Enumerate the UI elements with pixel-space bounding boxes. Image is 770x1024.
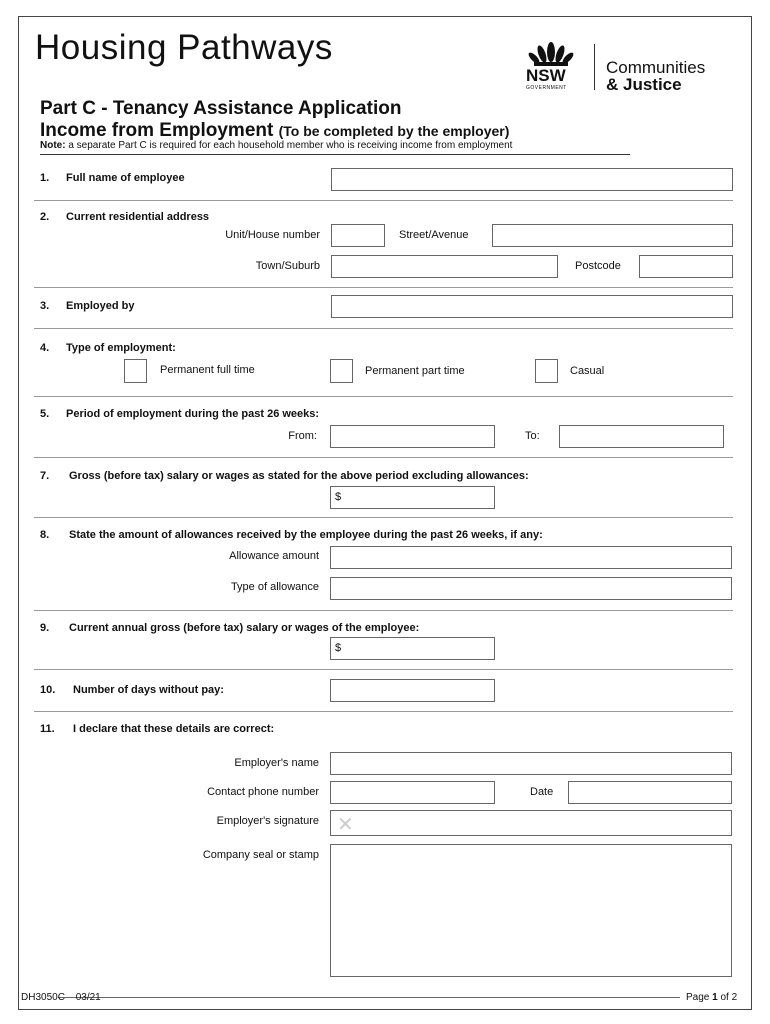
- signature-field[interactable]: [330, 810, 732, 836]
- q1-number: 1.: [40, 172, 50, 184]
- town-input[interactable]: [331, 255, 558, 278]
- employee-name-input[interactable]: [331, 168, 733, 191]
- casual-checkbox[interactable]: [535, 359, 558, 383]
- full-time-checkbox[interactable]: [124, 359, 147, 383]
- part-title: Part C - Tenancy Assistance Application: [40, 98, 402, 119]
- from-label: From:: [288, 430, 317, 442]
- allowance-amount-label: Allowance amount: [229, 550, 319, 562]
- unit-label: Unit/House number: [225, 229, 320, 241]
- footer-line: [58, 997, 680, 998]
- divider: [40, 154, 630, 155]
- q7-label: Gross (before tax) salary or wages as stated for the above period excluding allowances:: [69, 470, 529, 482]
- q7-number: 7.: [40, 470, 50, 482]
- town-label: Town/Suburb: [255, 260, 320, 272]
- divider: [34, 711, 733, 712]
- street-input[interactable]: [492, 224, 733, 247]
- employer-name-input[interactable]: [330, 752, 732, 775]
- q8-number: 8.: [40, 529, 50, 541]
- q3-number: 3.: [40, 300, 50, 312]
- divider: [34, 200, 733, 201]
- annual-wages-input[interactable]: [330, 637, 495, 660]
- unit-input[interactable]: [331, 224, 385, 247]
- gross-wages-input[interactable]: [330, 486, 495, 509]
- currency-prefix: $: [335, 642, 342, 654]
- footer-code: [21, 992, 101, 1003]
- q2-number: 2.: [40, 211, 50, 223]
- divider: [34, 669, 733, 670]
- logo-divider: [594, 44, 595, 90]
- date-input[interactable]: [568, 781, 732, 804]
- section-title-main: Income from Employment: [40, 120, 274, 141]
- nsw-logo: [520, 38, 582, 94]
- section-title-sub: (To be completed by the employer): [278, 123, 510, 139]
- casual-label: Casual: [570, 365, 605, 377]
- q4-number: 4.: [40, 342, 50, 354]
- date-label: Date: [530, 786, 554, 798]
- nsw-logo-text: NSW: [526, 66, 566, 85]
- page-number: [686, 992, 737, 1003]
- employer-input[interactable]: [331, 295, 733, 318]
- page-title: Housing Pathways: [35, 28, 333, 67]
- from-date-input[interactable]: [330, 425, 495, 448]
- allowance-type-input[interactable]: [330, 577, 732, 600]
- q11-label: I declare that these details are correct:: [73, 723, 275, 735]
- q3-label: Employed by: [66, 300, 135, 312]
- divider: [34, 328, 733, 329]
- to-date-input[interactable]: [559, 425, 724, 448]
- phone-input[interactable]: [330, 781, 495, 804]
- part-time-label: Permanent part time: [365, 365, 465, 377]
- days-without-pay-input[interactable]: [330, 679, 495, 702]
- q10-label: Number of days without pay:: [73, 684, 224, 696]
- q4-label: Type of employment:: [66, 342, 176, 354]
- note-text: a separate Part C is required for each household member who is receiving income from employment: [68, 140, 513, 151]
- full-time-label: Permanent full time: [160, 364, 255, 376]
- cj-logo-line2: & Justice: [606, 75, 682, 94]
- waratah-icon: [520, 38, 582, 68]
- phone-label: Contact phone number: [207, 786, 319, 798]
- divider: [34, 610, 733, 611]
- divider: [34, 287, 733, 288]
- form-date: 03/21: [75, 992, 101, 1003]
- form-code: DH3050C: [21, 992, 65, 1003]
- q5-number: 5.: [40, 408, 50, 420]
- page-prefix: Page: [686, 992, 710, 1003]
- note: [40, 140, 512, 151]
- signature-x-icon: ✕: [337, 814, 354, 836]
- section-title: [40, 120, 509, 142]
- q10-number: 10.: [40, 684, 56, 696]
- q8-label: State the amount of allowances received by the employee during the past 26 weeks, if any:: [69, 529, 543, 541]
- q2-label: Current residential address: [66, 211, 210, 223]
- divider: [34, 517, 733, 518]
- street-label: Street/Avenue: [399, 229, 469, 241]
- note-label: Note:: [40, 140, 66, 151]
- q5-label: Period of employment during the past 26 weeks:: [66, 408, 320, 420]
- part-time-checkbox[interactable]: [330, 359, 353, 383]
- divider: [34, 396, 733, 397]
- employer-name-label: Employer's name: [234, 757, 319, 769]
- seal-area[interactable]: [330, 844, 732, 977]
- nsw-logo-subtext: GOVERNMENT: [526, 85, 567, 91]
- currency-prefix: $: [335, 491, 342, 503]
- postcode-input[interactable]: [639, 255, 733, 278]
- to-label: To:: [525, 430, 540, 442]
- q1-label: Full name of employee: [66, 172, 185, 184]
- divider: [34, 457, 733, 458]
- postcode-label: Postcode: [575, 260, 621, 272]
- q11-number: 11.: [40, 723, 55, 735]
- seal-label: Company seal or stamp: [202, 849, 319, 861]
- q9-number: 9.: [40, 622, 50, 634]
- cj-logo-line1: Communities: [606, 58, 706, 77]
- signature-label: Employer's signature: [216, 815, 319, 827]
- allowance-type-label: Type of allowance: [230, 581, 319, 593]
- allowance-amount-input[interactable]: [330, 546, 732, 569]
- q9-label: Current annual gross (before tax) salary or wages of the employee:: [69, 622, 420, 634]
- page-total: of 2: [720, 992, 738, 1003]
- page-current: 1: [712, 992, 718, 1003]
